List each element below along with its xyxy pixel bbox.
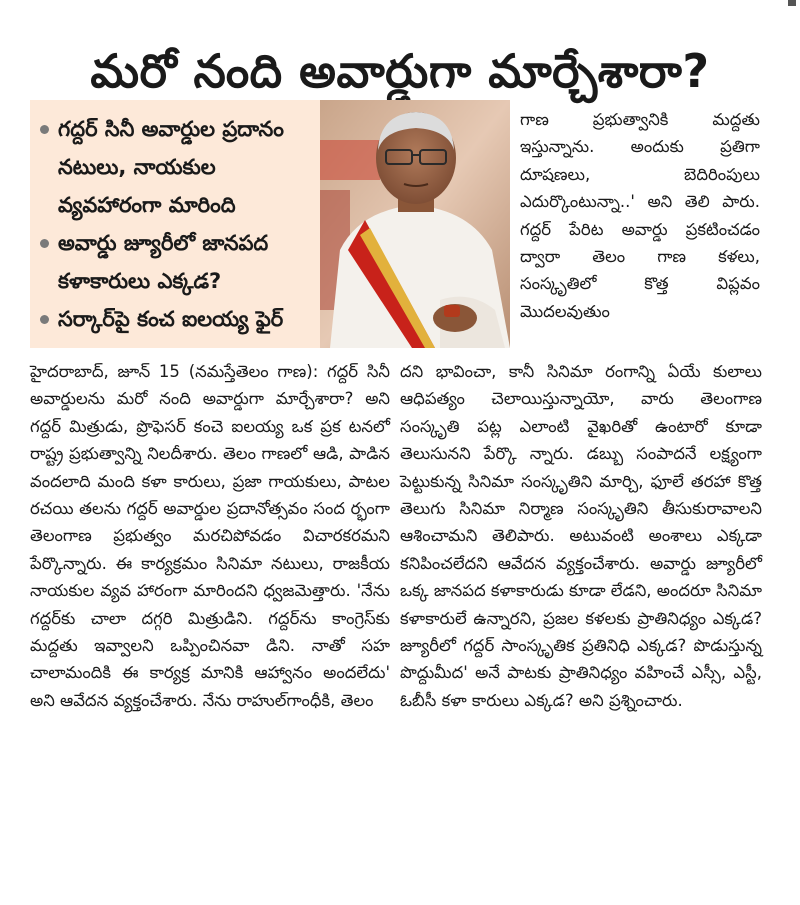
bullet-icon	[40, 125, 49, 134]
article-column-left: హైదరాబాద్, జూన్ 15 (నమస్తేతెలం గాణ): గద్దర్ సినీ అవార్డులను మరో నంది అవార్డుగా మార్చేశారా? అని గద్దర్ మిత్రుడు, ప్రొఫెసర్ కంచె ఐలయ్య ఒక ప్రక టనలో రాష్ట్ర ప్రభుత్వాన్ని నిలదీశారు. తెలం గాణలో ఆడి, పాడిన వందలాది మంది కళా కారులు, ప్రజా గాయకులు, పాటల రచయి తలను గద్దర్ అవార్డుల ప్రదానోత్సవం సంద ర్భంగా తెలంగాణ ప్రభుత్వం మరచిపోవడం విచారకరమని పేర్కొన్నారు. ఈ కార్యక్రమం సినిమా నటులు, రాజకీయ నాయకుల వ్యవ హారంగా మారిందని ధ్వజమెత్తారు. 'నేను గద్దర్‌కు చాలా దగ్గరి మిత్రుడిని. గద్దర్‌ను కాంగ్రెస్‌కు మద్దతు ఇవ్వాలని ఒప్పించినవా డిని. నాతో సహ చాలామందికి ఈ కార్యక్ర మానికి ఆహ్వానం అందలేదు' అని ఆవేదన వ్యక్తంచేశారు. నేను రాహుల్‌గాంధీకి, తెలం	[30, 362, 390, 710]
highlight-item	[36, 224, 316, 300]
article-headline: మరో నంది అవార్డుగా మార్చేశారా?	[90, 43, 710, 98]
bullet-icon	[40, 315, 49, 324]
article-column-right-top: గాణ ప్రభుత్వానికి మద్దతు ఇస్తున్నాను. అందుకు ప్రతిగా దూషణలు, బెదిరింపులు ఎదుర్కొంటున్నా..' అని తెలి పారు. గద్దర్ పేరిట అవార్డు ప్రకటించడం ద్వారా తెలం గాణ కళలు, సంస్కృతిలో కొత్త విప్లవం మొదలవుతుం	[520, 110, 760, 321]
highlight-text: గద్దర్ సినీ అవార్డుల ప్రదానం నటులు, నాయకుల వ్యవహారంగా మారింది	[58, 117, 284, 217]
highlight-item	[36, 110, 316, 224]
highlight-text: అవార్డు జ్యూరీలో జానపద కళాకారులు ఎక్కడ?	[58, 231, 269, 293]
corner-mark	[788, 0, 796, 6]
article-column-right-bottom: దని భావించా, కానీ సినిమా రంగాన్ని ఏయే కులాలు ఆధిపత్యం చెలాయిస్తున్నాయో, వారు తెలంగాణ సంస్కృతి పట్ల ఎలాంటి వైఖరితో ఉంటారో కూడా తెలుసునని పేర్కొ న్నారు. డబ్బు సంపాదనే లక్ష్యంగా పెట్టుకున్న సినిమా సంస్కృతిని మార్చి, ఫూలే తరహా కొత్త తెలుగు సినిమా నిర్మాణ సంస్కృతిని తీసుకురావాలని ఆశించామని తెలిపారు. అటువంటి అంశాలు ఎక్కడా కనిపించలేదని ఆవేదన వ్యక్తంచేశారు. అవార్డు జ్యూరీలో ఒక్క జానపద కళాకారుడు కూడా లేడని, అందరూ సినిమా కళాకారులే ఉన్నారని, ప్రజల కళలకు ప్రాతినిధ్యం ఎక్కడ? జ్యూరీలో గద్దర్ సాంస్కృతిక ప్రతినిధి ఎక్కడ? పొడుస్తున్న పొద్దుమీద' అనే పాటకు ప్రాతినిధ్యం వహించే ఎస్సీ, ఎస్టీ, ఓబీసీ కళా కారులు ఎక్కడ? అని ప్రశ్నించారు.	[400, 362, 762, 710]
portrait-photo	[320, 100, 510, 348]
highlight-text: సర్కార్‌పై కంచ ఐలయ్య ఫైర్	[58, 307, 284, 331]
highlight-item	[36, 300, 316, 338]
highlights-box	[30, 100, 320, 348]
bullet-icon	[40, 239, 49, 248]
